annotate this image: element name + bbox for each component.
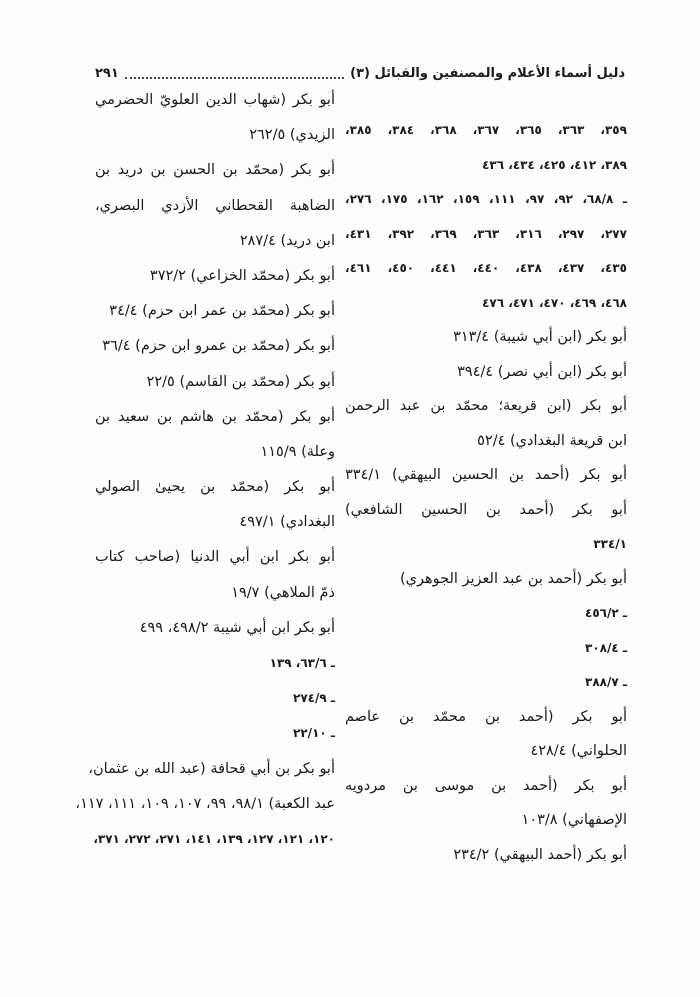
index-entry-line: ابن دريد) ٢٨٧/٤	[239, 232, 335, 249]
index-entry-line: ٤٣٥، ٤٣٧، ٤٣٨، ٤٤٠، ٤٤١، ٤٥٠، ٤٦١،	[345, 261, 627, 275]
left-column	[75, 83, 335, 857]
index-entry-line: ـ ٦٣/٦، ١٣٩	[269, 656, 335, 670]
index-entry-line: وعلة) ١١٥/٩	[260, 443, 335, 460]
index-entry-line: أبو بكر (ابن أبي نصر) ٣٩٤/٤	[457, 363, 627, 380]
index-entry-line: أبو بكر ابن أبي الدنيا (صاحب كتاب	[95, 549, 335, 566]
index-entry-line: أبو بكر (محمّد بن هاشم بن سعيد بن	[95, 408, 335, 425]
index-entry-line: أبو بكر ابن أبي شيبة ٤٩٨/٢، ٤٩٩	[139, 619, 335, 636]
page-number: ٢٩١	[95, 65, 119, 81]
index-entry-line: ٢٧٧، ٢٩٧، ٣١٦، ٣٦٣، ٣٦٩، ٣٩٢، ٤٣١،	[345, 226, 627, 241]
index-entry-line: أبو بكر (أحمد البيهقي) ٢٣٤/٢	[453, 846, 627, 863]
index-entry-line: عبد الكعبة) ٩٨/١، ٩٩، ١٠٧، ١٠٩، ١١١، ١١٧،	[75, 795, 335, 812]
index-entry-line: ـ ٣٠٨/٤	[585, 640, 627, 655]
index-entry-line: البغدادي) ٤٩٧/١	[239, 514, 335, 531]
index-entry-line: ٣٨٩، ٤١٢، ٤٢٥، ٤٣٤، ٤٣٦	[482, 157, 627, 172]
index-entry-line: ١٢٠، ١٢١، ١٢٧، ١٣٩، ١٤١، ٢٧١، ٢٧٢، ٣٧١،	[93, 831, 335, 846]
index-entry-line: أبو بكر بن أبي قحافة (عبد الله بن عثمان،	[88, 760, 335, 777]
index-entry-line: ابن قريعة البغدادي) ٥٢/٤	[477, 432, 627, 449]
right-column	[345, 113, 627, 872]
index-entry-line: أبو بكر (أحمد بن محمّد بن عاصم	[345, 708, 627, 725]
index-entry-line: ذمّ الملاهي) ١٩/٧	[231, 584, 335, 601]
index-entry-line: ـ ٢٧٤/٩	[293, 691, 335, 706]
index-entry-line: أبو بكر (محمّد الخزاعي) ٣٧٢/٢	[149, 267, 335, 284]
index-entry-line: الحلواني) ٤٢٨/٤	[530, 743, 627, 759]
index-entry-line: أبو بكر (محمّد بن عمرو ابن حزم) ٣٦/٤	[102, 338, 335, 355]
index-entry-line: أبو بكر (ابن أبي شيبة) ٣١٣/٤	[453, 329, 627, 345]
index-entry-line: ـ ٣٨٨/٧	[585, 675, 627, 689]
index-entry-line: ـ ٤٥٦/٢	[585, 606, 627, 620]
index-entry-line: أبو بكر (شهاب الدين العلويّ الحضرمي	[95, 92, 335, 108]
index-entry-line: أبو بكر (أحمد بن موسى بن مردويه	[345, 777, 627, 794]
index-entry-line: أبو بكر (محمّد بن عمر ابن حزم) ٣٤/٤	[109, 303, 335, 320]
index-entry-line: أبو بكر (أحمد بن الحسين البيهقي) ٣٣٤/١	[345, 467, 627, 483]
index-entry-line: الزيدي) ٢٦٢/٥	[249, 127, 335, 144]
index-entry-line: أبو بكر (أحمد بن الحسين الشافعي)	[345, 501, 627, 518]
index-entry-line: ـ ٢٢/١٠	[293, 726, 335, 741]
running-header	[95, 62, 625, 84]
index-entry-line: أبو بكر (محمّد بن الحسن بن دريد بن	[95, 162, 335, 179]
index-entry-line: ـ ٦٨/٨، ٩٢، ٩٧، ١١١، ١٥٩، ١٦٢، ١٧٥، ٢٧٦،	[345, 192, 627, 206]
index-entry-line: ٤٦٨، ٤٦٩، ٤٧٠، ٤٧١، ٤٧٦	[482, 295, 627, 310]
index-entry-line: أبو بكر (محمّد بن يحيىٰ الصولي	[95, 479, 335, 496]
index-entry-line: أبو بكر (أحمد بن عبد العزيز الجوهري)	[399, 570, 627, 587]
index-entry-line: أبو بكر (محمّد بن القاسم) ٢٢/٥	[146, 373, 335, 390]
index-entry-line: أبو بكر (ابن قريعة؛ محمّد بن عبد الرحمن	[345, 398, 627, 414]
leader-dots	[125, 67, 344, 79]
index-entry-line: ٣٥٩، ٣٦٣، ٣٦٥، ٣٦٧، ٣٦٨، ٣٨٤، ٣٨٥،	[345, 123, 627, 137]
index-entry-line: الإصفهاني) ١٠٣/٨	[521, 812, 627, 828]
index-entry-line: ٣٣٤/١	[593, 537, 627, 551]
index-entry-line: الضاهبة القحطاني الأزدي البصري،	[95, 197, 335, 214]
running-title: دليل أسماء الأعلام والمصنفين والقبائل (٣)	[350, 65, 625, 81]
